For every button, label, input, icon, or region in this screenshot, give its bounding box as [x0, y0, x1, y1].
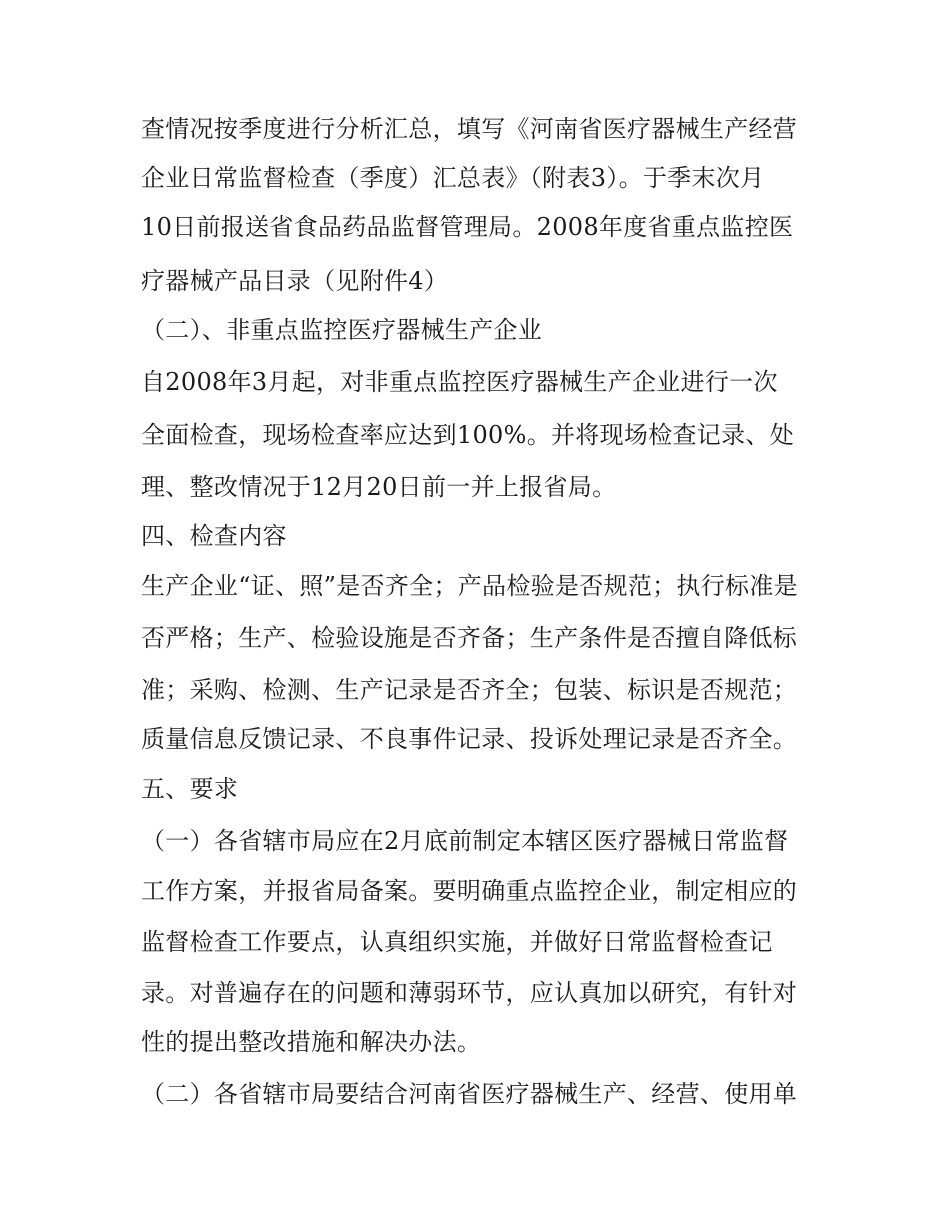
section-heading: 五、要求: [141, 775, 239, 803]
text-line: 准；采购、检测、生产记录是否齐全；包装、标识是否规范；: [141, 676, 798, 704]
text-line: 否严格；生产、检验设施是否齐备；生产条件是否擅自降低标: [141, 624, 798, 652]
text-line: 查情况按季度进行分析汇总，填写《河南省医疗器械生产经营: [141, 115, 798, 143]
text-line: 10日前报送省食品药品监督管理局。2008年度省重点监控医: [141, 213, 794, 241]
text-line: 监督检查工作要点，认真组织实施，并做好日常监督检查记: [141, 928, 773, 956]
section-heading: 四、检查内容: [141, 522, 287, 550]
text-line: 疗器械产品目录（见附件4）: [141, 267, 449, 295]
text-line: 质量信息反馈记录、不良事件记录、投诉处理记录是否齐全。: [141, 725, 798, 753]
text-line: 生产企业“证、照”是否齐全；产品检验是否规范；执行标准是: [141, 572, 798, 600]
text-line: （一）各省辖市局应在2月底前制定本辖区医疗器械日常监督: [141, 827, 789, 855]
text-line: 全面检查，现场检查率应达到100%。并将现场检查记录、处: [141, 421, 795, 449]
text-line: 录。对普遍存在的问题和薄弱环节，应认真加以研究，有针对: [141, 979, 798, 1007]
text-line: 自2008年3月起，对非重点监控医疗器械生产企业进行一次: [141, 368, 778, 396]
section-heading: （二）、非重点监控医疗器械生产企业: [141, 316, 543, 344]
text-line: （二）各省辖市局要结合河南省医疗器械生产、经营、使用单: [141, 1080, 798, 1108]
text-line: 性的提出整改措施和解决办法。: [141, 1028, 482, 1056]
text-line: 工作方案，并报省局备案。要明确重点监控企业，制定相应的: [141, 877, 798, 905]
text-line: 企业日常监督检查（季度）汇总表》（附表3）。于季末次月: [141, 164, 765, 192]
text-line: 理、整改情况于12月20日前一并上报省局。: [141, 473, 617, 501]
